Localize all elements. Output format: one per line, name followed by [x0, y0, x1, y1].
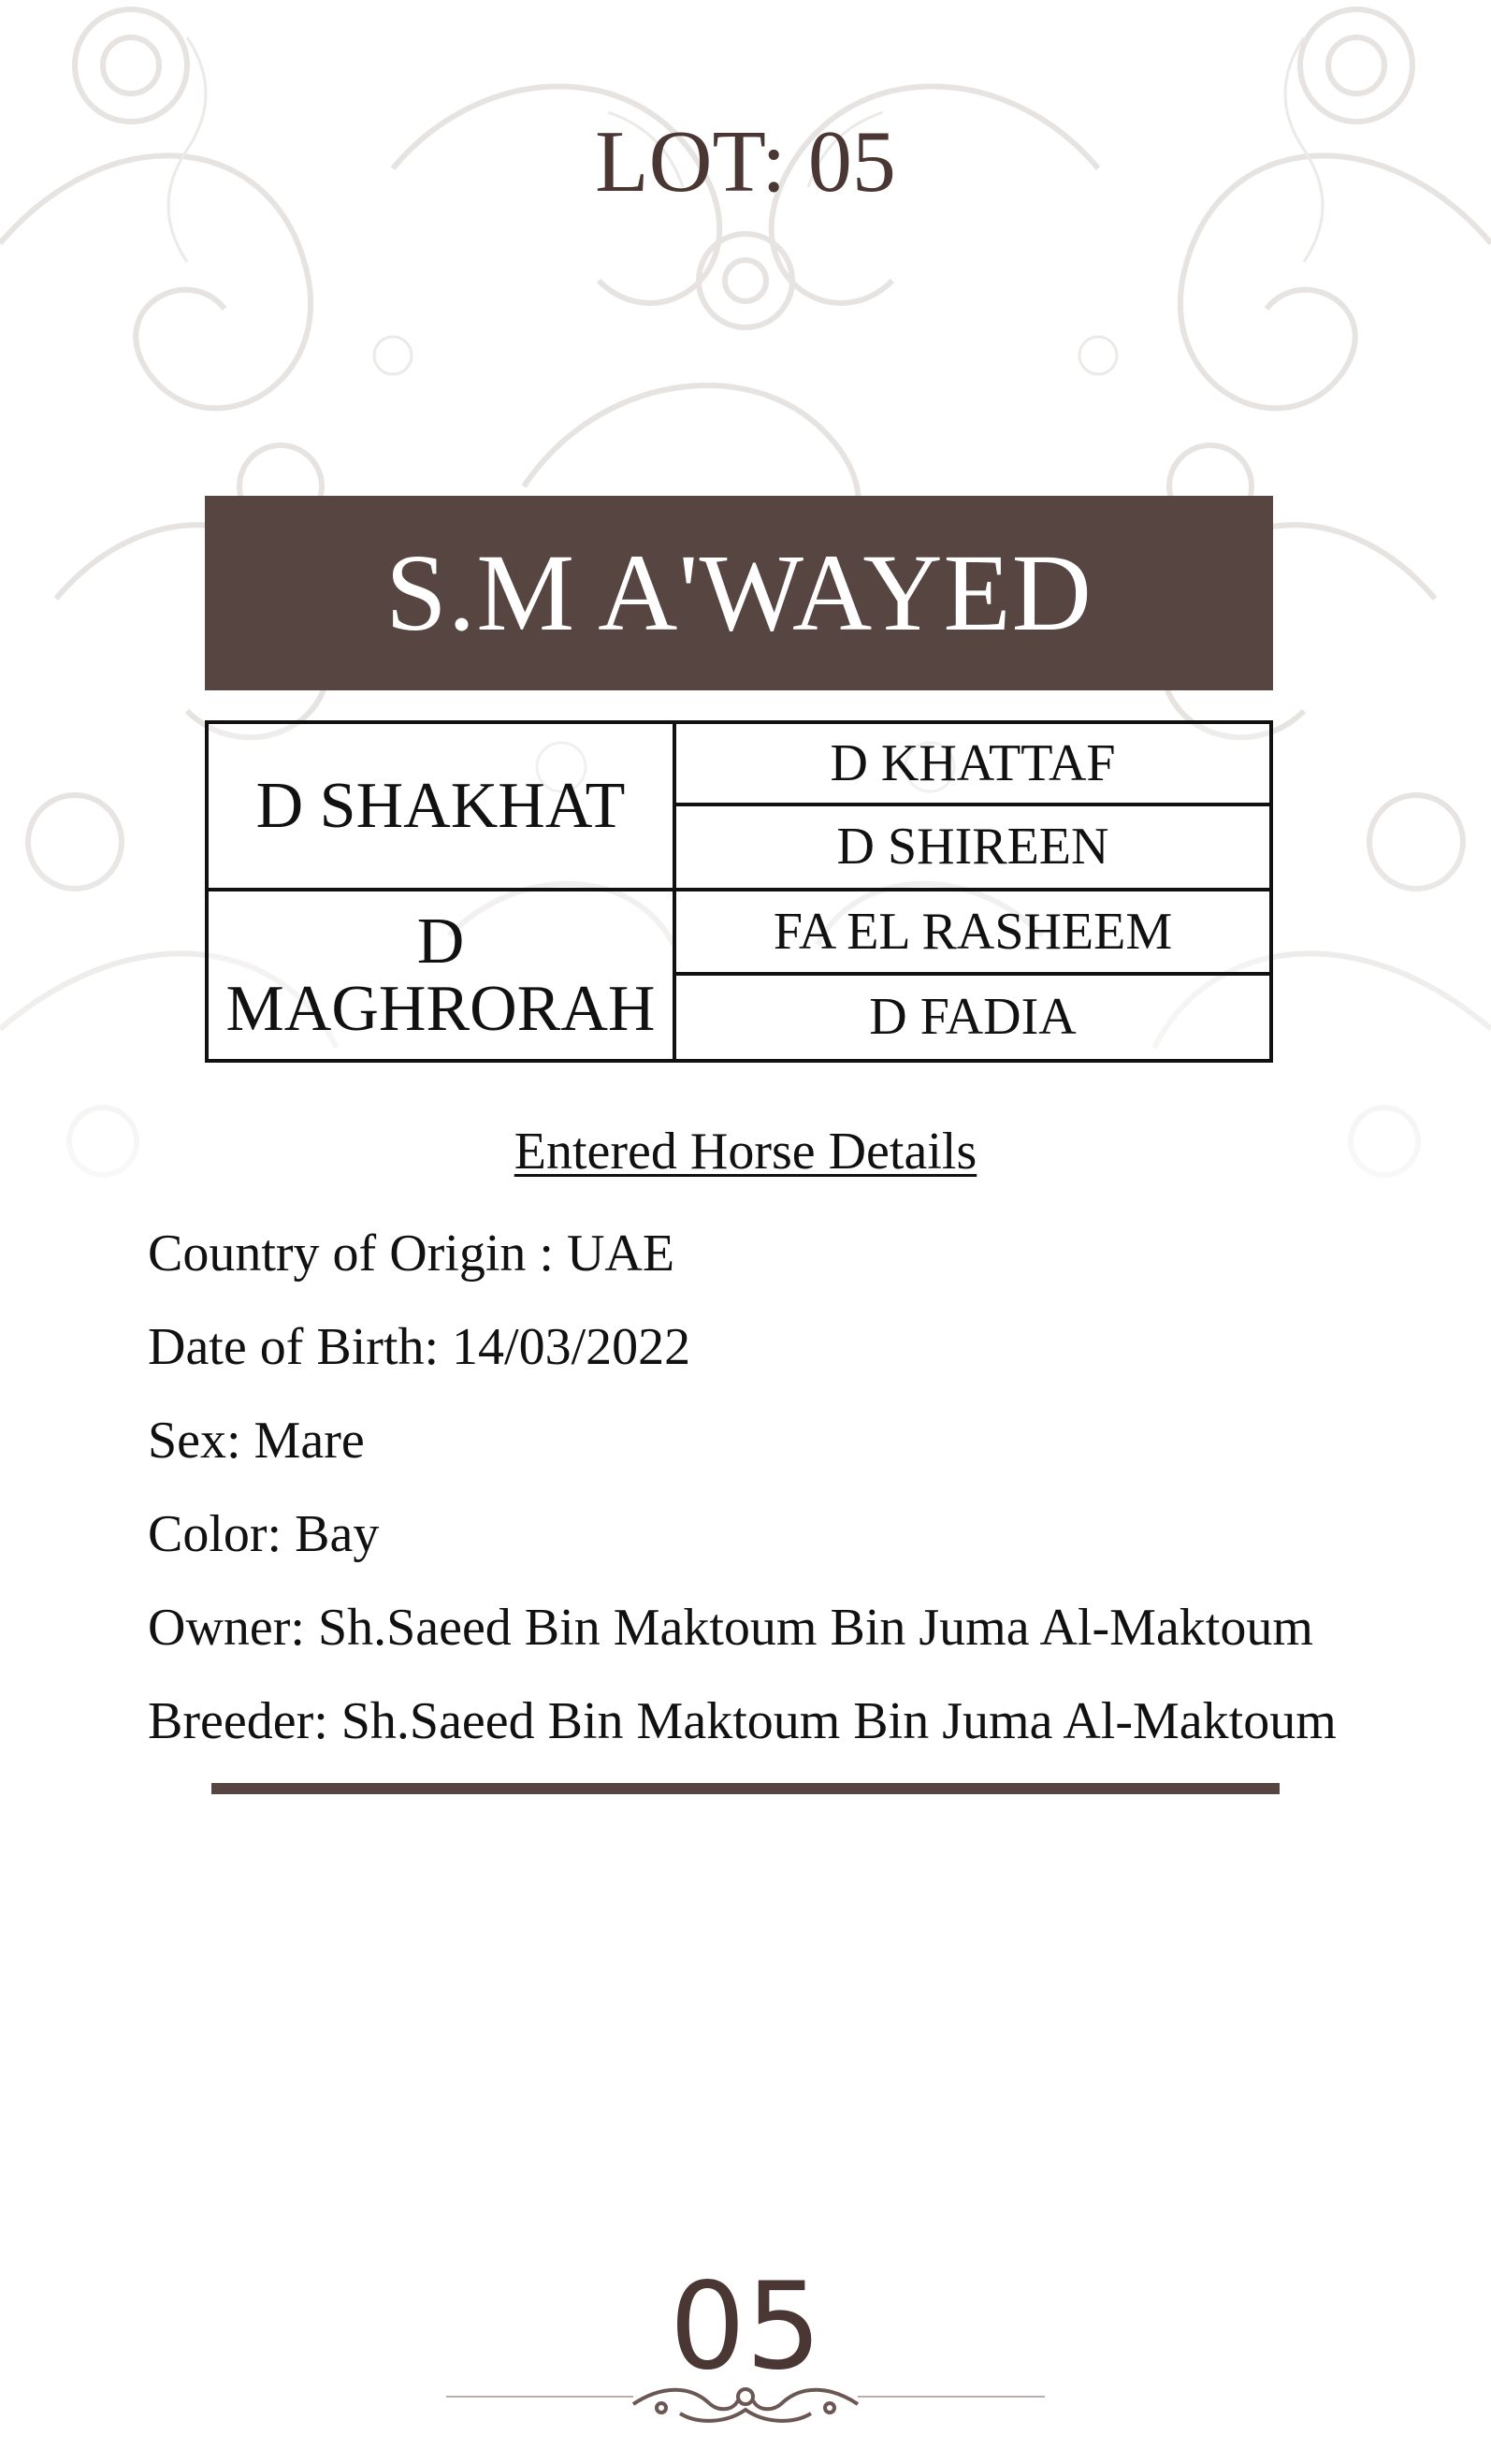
detail-birth-date: Date of Birth: 14/03/2022 [148, 1318, 691, 1376]
pedigree-sire-dam: D SHIREEN [836, 818, 1109, 877]
detail-country: Country of Origin : UAE [148, 1225, 675, 1283]
pedigree-dam-sire: FA EL RASHEEM [676, 891, 1269, 976]
ornament-flourish-icon [446, 2376, 1045, 2432]
horse-name: S.M A'WAYED [385, 531, 1093, 654]
detail-sex: Sex: Mare [148, 1412, 365, 1470]
detail-owner: Owner: Sh.Saeed Bin Maktoum Bin Juma Al-Maktoum [148, 1599, 1313, 1657]
detail-breeder: Breeder: Sh.Saeed Bin Maktoum Bin Juma Al-Maktoum [148, 1692, 1337, 1750]
pedigree-dam-dam: D FADIA [869, 988, 1077, 1047]
pedigree-sire: D SHAKHAT [209, 724, 676, 891]
page-number: 05 [669, 2257, 822, 2397]
horse-details-list [148, 1207, 1457, 1768]
pedigree-sire-parents [676, 724, 1269, 891]
lot-title: LOT: 05 [595, 113, 896, 210]
horse-name-banner [205, 496, 1273, 690]
pedigree-table [205, 720, 1273, 1063]
detail-color: Color: Bay [148, 1505, 380, 1563]
section-divider [211, 1783, 1280, 1794]
pedigree-sire-sire: D KHATTAF [676, 724, 1269, 806]
details-heading: Entered Horse Details [514, 1123, 977, 1181]
pedigree-dam: D MAGHRORAH [209, 891, 676, 1059]
pedigree-dam-parents [676, 891, 1269, 1059]
